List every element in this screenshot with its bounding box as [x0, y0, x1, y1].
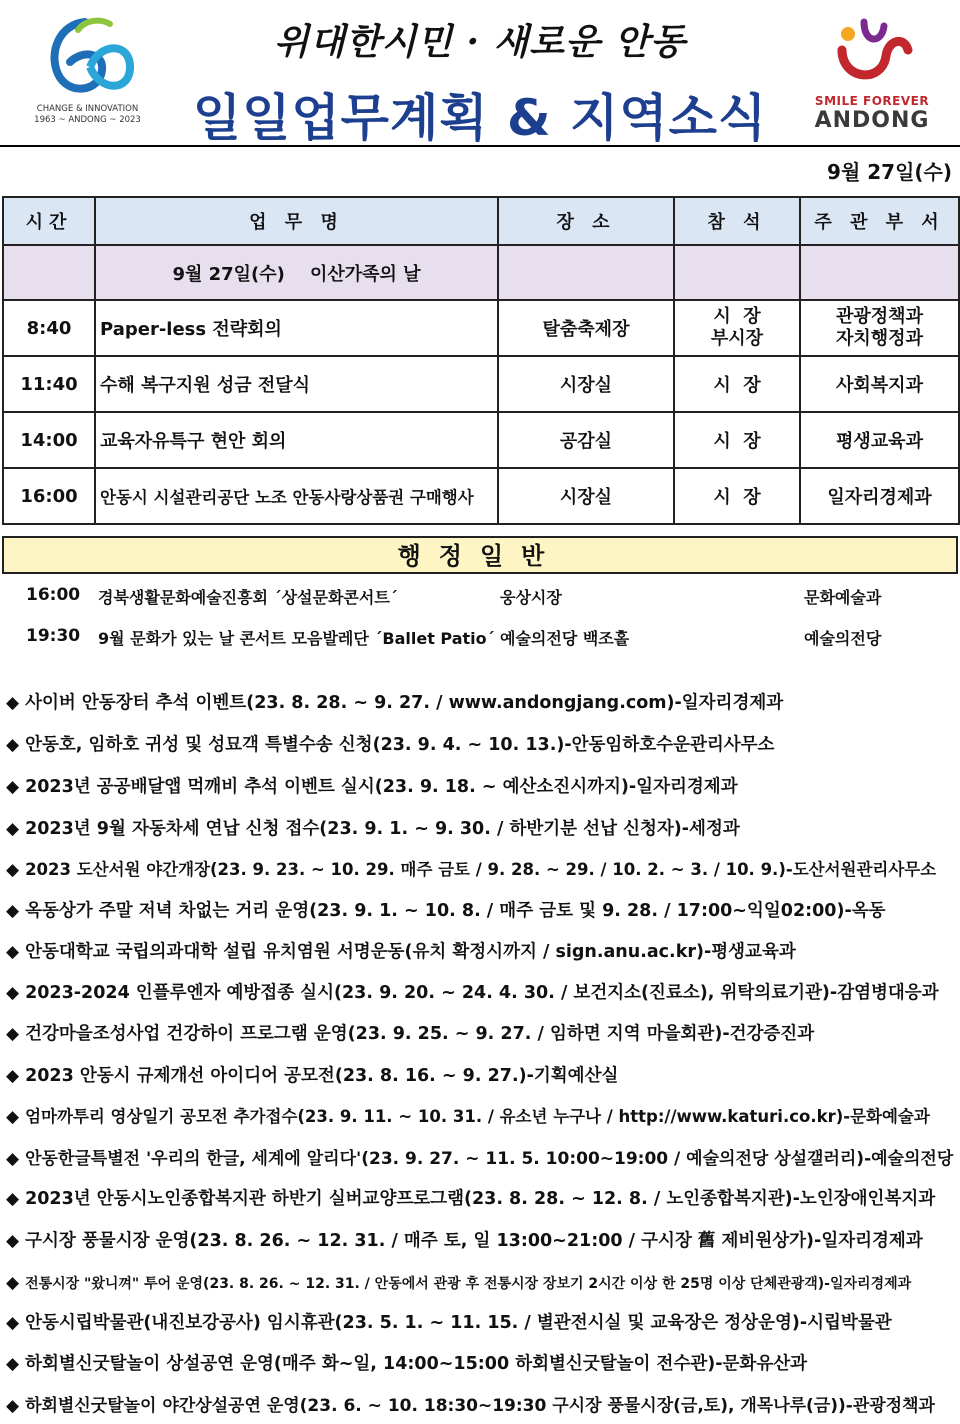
notice-item [6, 1144, 953, 1169]
row-time: 14:00 [3, 412, 95, 468]
holiday-row [3, 245, 959, 300]
row-dept: 평생교육과 [800, 412, 959, 468]
row-name: 수해 복구지원 성금 전달식 [95, 356, 498, 412]
diamond-bullet-icon: ◆ [6, 1066, 20, 1086]
row-place: 공감실 [498, 412, 674, 468]
table-row [3, 300, 959, 356]
diamond-bullet-icon: ◆ [6, 1231, 20, 1251]
notice-item [6, 1227, 923, 1252]
diamond-bullet-icon: ◆ [6, 1273, 20, 1293]
schedule-table [2, 196, 960, 525]
notice-text: 안동호, 임하호 귀성 및 성묘객 특별수송 신청(23. 9. 4. ~ 10. 13.)-안동임하호수운관리사무소 [25, 735, 775, 755]
row-attend [674, 300, 800, 356]
row-name: 안동시 시설관리공단 노조 안동사랑상품권 구매행사 [95, 468, 498, 524]
row-place: 탈춤축제장 [498, 300, 674, 356]
notice-text: 2023 도산서원 야간개장(23. 9. 23. ~ 10. 29. 매주 금토 / 9. 28. ~ 29. / 10. 2. ~ 3. / 10. 9.)-도산서원관리사무소 [25, 860, 937, 879]
logo-caption-2: 1963 ~ ANDONG ~ 2023 [34, 115, 141, 125]
notice-item [6, 979, 939, 1004]
table-header-row [3, 197, 959, 245]
page-title: 일일업무계획 & 지역소식 [192, 89, 768, 147]
dept-line: 관광정책과 [836, 306, 923, 327]
dept-line: 자치행정과 [836, 328, 923, 349]
diamond-bullet-icon: ◆ [6, 860, 20, 880]
header-time: 시간 [3, 197, 95, 245]
notice-item [6, 1062, 618, 1087]
attend-line: 시 장 [713, 306, 761, 327]
notice-item [6, 897, 886, 922]
notice-item [6, 1309, 892, 1334]
event-dept: 예술의전당 [804, 629, 882, 648]
diamond-bullet-icon: ◆ [6, 1354, 20, 1374]
event-time: 16:00 [26, 585, 81, 605]
notice-text: 구시장 풍물시장 운영(23. 8. 26. ~ 12. 31. / 매주 토, 일 13:00~21:00 / 구시장 舊 제비원상가)-일자리경제과 [25, 1231, 923, 1251]
notice-item [6, 856, 936, 880]
header-name: 업 무 명 [95, 197, 498, 245]
row-place: 시장실 [498, 468, 674, 524]
notice-item [6, 1185, 935, 1210]
diamond-bullet-icon: ◆ [6, 1024, 20, 1044]
diamond-bullet-icon: ◆ [6, 983, 20, 1003]
notice-text: 하회별신굿탈놀이 상설공연 운영(매주 화~일, 14:00~15:00 하회별신굿탈놀이 전수관)-문화유산과 [25, 1354, 808, 1374]
notice-item [6, 815, 740, 840]
page-header [0, 0, 960, 147]
notice-text: 엄마까투리 영상일기 공모전 추가접수(23. 9. 11. ~ 10. 31. / 유소년 누구나 / http://www.katuri.co.kr)-문화예술과 [25, 1107, 930, 1126]
row-name: 교육자유특구 현안 회의 [95, 412, 498, 468]
slogan: 위대한시민 · 새로운 안동 [274, 21, 686, 63]
holiday-note: 9월 27일(수) 이산가족의 날 [95, 245, 498, 300]
diamond-bullet-icon: ◆ [6, 1189, 20, 1209]
row-dept: 사회복지과 [800, 356, 959, 412]
row-attend: 시 장 [674, 356, 800, 412]
row-dept: 일자리경제과 [800, 468, 959, 524]
row-dept [800, 300, 959, 356]
notice-text: 안동한글특별전 '우리의 한글, 세계에 알리다'(23. 9. 27. ~ 11. 5. 10:00~19:00 / 예술의전당 상설갤러리)-예술의전당 [25, 1149, 954, 1169]
row-time: 16:00 [3, 468, 95, 524]
notice-text: 2023년 안동시노인종합복지관 하반기 실버교양프로그램(23. 8. 28. ~ 12. 8. / 노인종합복지관)-노인장애인복지과 [25, 1189, 936, 1209]
event-name: 경북생활문화예술진흥회 ´상설문화콘서트´ [98, 588, 398, 607]
notice-text: 2023 안동시 규제개선 아이디어 공모전(23. 8. 16. ~ 9. 27.)-기획예산실 [25, 1066, 619, 1086]
logo-caption-1: CHANGE & INNOVATION [36, 104, 139, 114]
notice-item [6, 773, 738, 798]
notice-item [6, 1103, 930, 1127]
header-dept: 주 관 부 서 [800, 197, 959, 245]
header-place: 장 소 [498, 197, 674, 245]
diamond-bullet-icon: ◆ [6, 1396, 20, 1416]
notice-item [6, 1350, 807, 1375]
notice-text: 안동대학교 국립의과대학 설립 유치염원 서명운동(유치 확정시까지 / sign.anu.ac.kr)-평생교육과 [25, 942, 796, 962]
andong-brand-logo-icon [812, 10, 932, 136]
event-time: 19:30 [26, 626, 81, 646]
table-row [3, 468, 959, 524]
notice-text: 사이버 안동장터 추석 이벤트(23. 8. 28. ~ 9. 27. / www.andongjang.com)-일자리경제과 [25, 693, 784, 713]
notice-item [6, 1391, 935, 1416]
notice-item [6, 1020, 814, 1045]
table-row [3, 412, 959, 468]
table-row [3, 356, 959, 412]
notice-text: 2023-2024 인플루엔자 예방접종 실시(23. 9. 20. ~ 24. 4. 30. / 보건지소(진료소), 위탁의료기관)-감염병대응과 [25, 983, 939, 1003]
notice-item [6, 731, 774, 756]
row-attend: 시 장 [674, 468, 800, 524]
logo-caption-smile: SMILE FOREVER [814, 94, 930, 108]
row-time: 11:40 [3, 356, 95, 412]
notice-text: 2023년 9월 자동차세 연납 신청 접수(23. 9. 1. ~ 9. 30. / 하반기분 선납 신청자)-세정과 [25, 819, 740, 839]
notice-text: 옥동상가 주말 저녁 차없는 거리 운영(23. 9. 1. ~ 10. 8. / 매주 금토 및 9. 28. / 17:00~익일02:00)-옥동 [25, 901, 886, 921]
row-attend: 시 장 [674, 412, 800, 468]
notice-text: 안동시립박물관(내진보강공사) 임시휴관(23. 5. 1. ~ 11. 15. / 별관전시실 및 교육장은 정상운영)-시립박물관 [25, 1313, 892, 1333]
row-name: Paper-less 전략회의 [95, 300, 498, 356]
attend-line: 부시장 [710, 328, 764, 349]
date-label: 9월 27일(수) [827, 160, 952, 184]
diamond-bullet-icon: ◆ [6, 1107, 20, 1127]
diamond-bullet-icon: ◆ [6, 735, 20, 755]
60-anniversary-logo-icon [30, 12, 145, 132]
notice-text: 2023년 공공배달앱 먹깨비 추석 이벤트 실시(23. 9. 18. ~ 예산소진시까지)-일자리경제과 [25, 777, 738, 797]
logo-caption-andong: ANDONG [814, 108, 930, 133]
notice-text: 하회별신굿탈놀이 야간상설공연 운영(23. 6. ~ 10. 18:30~19:30 구시장 풍물시장(금,토), 개목나루(금))-관광정책과 [25, 1396, 935, 1416]
event-place: 웅상시장 [500, 588, 562, 607]
notice-item [6, 1273, 911, 1293]
diamond-bullet-icon: ◆ [6, 1313, 20, 1333]
notice-text: 전통시장 "왔니껴" 투어 운영(23. 8. 26. ~ 12. 31. / 안동에서 관광 후 전통시장 장보기 2시간 이상 한 25명 이상 단체관광객)-일자리경제과 [25, 1276, 912, 1292]
diamond-bullet-icon: ◆ [6, 693, 20, 713]
event-place: 예술의전당 백조홀 [500, 629, 630, 648]
diamond-bullet-icon: ◆ [6, 901, 20, 921]
diamond-bullet-icon: ◆ [6, 942, 20, 962]
general-section-title: 행정일반 [2, 536, 958, 574]
diamond-bullet-icon: ◆ [6, 777, 20, 797]
header-attend: 참 석 [674, 197, 800, 245]
event-name: 9월 문화가 있는 날 콘서트 모음발레단 ´Ballet Patio´ [98, 629, 495, 648]
diamond-bullet-icon: ◆ [6, 819, 20, 839]
row-time: 8:40 [3, 300, 95, 356]
notice-item [6, 689, 783, 714]
event-dept: 문화예술과 [804, 588, 882, 607]
diamond-bullet-icon: ◆ [6, 1149, 20, 1169]
notice-item [6, 938, 796, 963]
notice-text: 건강마을조성사업 건강하이 프로그램 운영(23. 9. 25. ~ 9. 27. / 임하면 지역 마을회관)-건강증진과 [25, 1024, 815, 1044]
row-place: 시장실 [498, 356, 674, 412]
